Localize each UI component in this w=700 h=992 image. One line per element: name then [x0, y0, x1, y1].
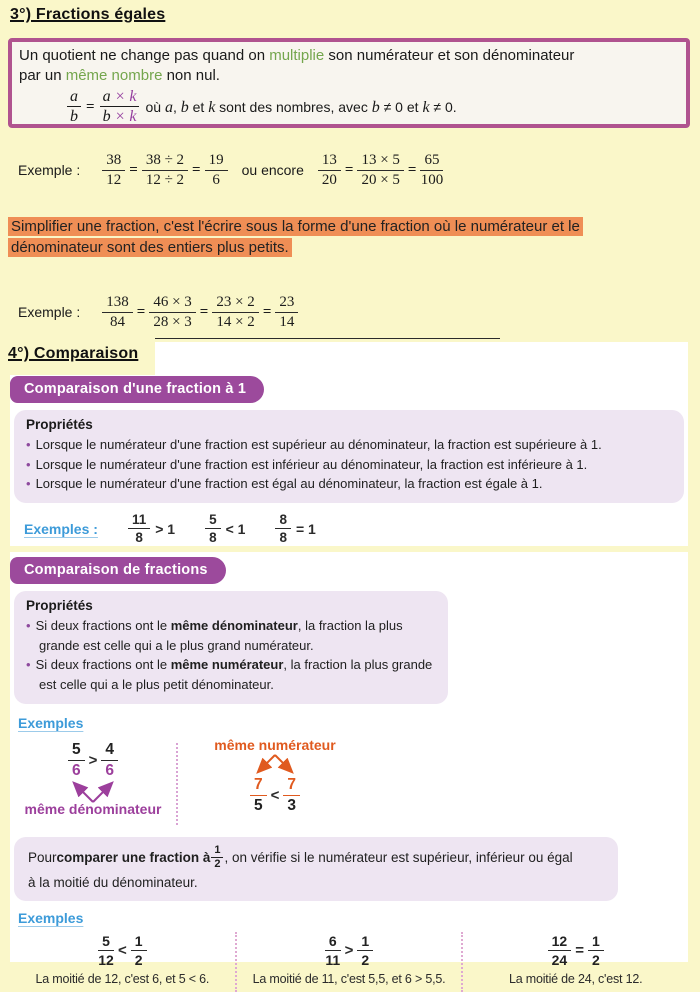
fraction — [128, 513, 150, 545]
comparison-operator: > — [344, 942, 354, 959]
bullet-text: Lorsque le numérateur d'une fraction est supérieur au dénominateur, la fraction est supérieure à 1. — [35, 437, 602, 452]
fraction-numerator: 38 — [102, 153, 125, 171]
fraction-numerator: 138 — [102, 295, 133, 313]
comparison-operator: < — [270, 786, 280, 804]
examples-label: Exemples — [18, 715, 84, 731]
formula-conditions — [145, 97, 456, 118]
fraction — [102, 153, 125, 188]
comparison-operator: > — [88, 751, 98, 769]
fraction-numerator: 5 — [98, 934, 114, 951]
ou-encore-text: ou encore — [241, 162, 304, 178]
fraction — [283, 777, 300, 813]
properties-title: Propriétés — [26, 417, 93, 432]
equals-sign: = — [192, 161, 201, 178]
fraction — [212, 295, 258, 330]
fraction-numerator: 19 — [205, 153, 228, 171]
fraction — [357, 153, 403, 188]
example-fraction-comparison — [128, 513, 175, 545]
variable-b: b — [371, 98, 380, 116]
fraction-numerator — [100, 89, 140, 107]
comparison-operator: = — [575, 942, 584, 959]
fraction — [149, 295, 195, 330]
fraction-denominator — [103, 107, 137, 125]
equals-sign: = — [136, 303, 146, 320]
property-bullet — [26, 474, 672, 494]
example2-row — [18, 288, 298, 336]
highlight-line1 — [8, 216, 698, 237]
fraction-numerator: 4 — [101, 742, 118, 761]
fraction-a-b — [67, 89, 81, 125]
fraction-numerator: 5 — [205, 513, 221, 530]
simplify-highlight — [8, 216, 698, 258]
fraction-numerator: 23 — [275, 295, 298, 313]
comparison-figure — [10, 737, 688, 831]
text: , — [172, 98, 181, 115]
fraction-numerator: 38 ÷ 2 — [142, 153, 188, 171]
fraction-denominator: 3 — [287, 796, 296, 814]
variable-k: k — [208, 98, 216, 116]
bullet-text: Si deux fractions ont le — [35, 618, 171, 633]
fraction-numerator: 13 — [318, 153, 341, 171]
example2-equation — [102, 295, 298, 330]
fraction-numerator: 6 — [325, 934, 341, 951]
half-rule-line1 — [28, 845, 604, 870]
dotted-separator — [176, 743, 178, 825]
examples-label: Exemples — [18, 910, 84, 926]
example1-equation-left — [102, 153, 227, 188]
fraction — [250, 777, 267, 813]
fraction-denominator: 6 — [71, 761, 81, 779]
example-label: Exemple : — [18, 162, 81, 178]
fraction-numerator: 13 × 5 — [357, 153, 403, 171]
half-rule-line2: à la moitié du dénominateur. — [28, 875, 198, 890]
fraction-numerator: 65 — [420, 153, 443, 171]
definition-formula — [67, 89, 679, 125]
definition-text: Un quotient ne change pas quand on — [19, 47, 270, 64]
fraction-denominator: 8 — [135, 530, 143, 545]
fraction — [101, 742, 118, 778]
fraction-denominator: 5 — [253, 796, 263, 814]
equals-sign: = — [199, 303, 209, 320]
fraction — [205, 153, 228, 188]
fraction-denominator: 20 — [321, 171, 337, 188]
panel1-top-strip — [155, 342, 688, 376]
equals-sign: = — [86, 99, 95, 115]
fraction-denominator: 12 — [98, 952, 114, 968]
fraction — [102, 295, 133, 330]
properties-title: Propriétés — [26, 598, 93, 613]
fraction-numerator: a — [67, 89, 81, 107]
bullet-text: Lorsque le numérateur d'une fraction est égal au dénominateur, la fraction est égale à 1. — [35, 476, 543, 491]
half-example-column — [235, 932, 462, 992]
fraction-denominator: 14 — [279, 313, 295, 330]
half-example-column — [10, 932, 235, 992]
definition-text: par un — [19, 67, 66, 84]
highlight-line2 — [8, 237, 698, 258]
example-label: Exemple : — [18, 304, 81, 320]
fraction-denominator: 8 — [279, 530, 287, 545]
fraction-denominator: 2 — [591, 952, 600, 968]
fraction-numerator: 12 — [548, 934, 572, 951]
section4-title: 4°) Comparaison — [8, 345, 139, 362]
half-example-caption: La moitié de 12, c'est 6, et 5 < 6. — [35, 972, 210, 986]
text: ≠ 0. — [429, 98, 457, 115]
bullet-text: Lorsque le numérateur d'une fraction est inférieur au dénominateur, la fraction est inférieure à 1. — [35, 456, 588, 472]
bold-term: comparer une fraction à — [56, 850, 211, 865]
half-example-caption: La moitié de 24, c'est 12. — [508, 972, 643, 986]
bold-term: même numérateur — [170, 657, 284, 672]
same-denominator-example — [10, 741, 176, 817]
half-example-caption: La moitié de 11, c'est 5,5, et 6 > 5,5. — [252, 972, 446, 986]
definition-text: son numérateur et son dénominateur — [324, 47, 575, 64]
fraction-numerator: 1 — [588, 934, 604, 951]
fraction — [275, 295, 298, 330]
definition-line1 — [19, 46, 679, 66]
fraction-numerator: 1 — [357, 934, 373, 951]
fraction — [318, 153, 341, 188]
fraction — [275, 513, 291, 545]
up-arrows-icon — [55, 778, 131, 803]
fraction-one-half — [211, 845, 223, 870]
definition-box — [8, 38, 690, 128]
fraction-denominator: 24 — [551, 952, 568, 968]
text: sont des nombres, avec — [215, 98, 372, 115]
half-examples-columns — [10, 932, 688, 992]
fraction-numerator: 8 — [275, 513, 291, 530]
fraction-denominator: 2 — [214, 858, 221, 870]
properties-box-2 — [14, 591, 448, 704]
panel-comparison-of-fractions — [10, 552, 688, 986]
fraction-numerator: 23 × 2 — [212, 295, 258, 313]
property-bullet — [26, 616, 434, 655]
badge-comparaison-de-fractions: Comparaison de fractions — [10, 557, 226, 584]
same-numerator-example — [182, 737, 368, 813]
text: ≠ 0 et — [379, 98, 423, 115]
same-numerator-label: même numérateur — [214, 737, 336, 753]
down-arrows-icon — [237, 753, 313, 776]
fraction-denominator: 28 × 3 — [153, 313, 192, 330]
times-k-purple: × k — [110, 108, 137, 125]
fraction — [325, 934, 341, 967]
fraction-denominator: 6 — [212, 171, 220, 188]
bullet-dot: • — [26, 456, 31, 472]
fraction — [357, 934, 373, 967]
example-fraction-comparison — [275, 513, 315, 545]
panel-comparison-to-1 — [10, 375, 688, 546]
examples-label: Exemples : — [24, 520, 98, 537]
fraction-denominator: 6 — [105, 761, 114, 779]
example1-equation-right — [318, 153, 444, 188]
highlighted-text: dénominateur sont des entiers plus petits. — [8, 238, 292, 257]
example1-row — [18, 146, 443, 194]
green-word-multiplie: multiplie — [269, 47, 325, 64]
fraction — [98, 934, 114, 967]
fraction-denominator: 20 × 5 — [361, 171, 400, 188]
fraction-numerator: 1 — [131, 934, 147, 951]
text: Pour — [28, 850, 57, 865]
fraction — [205, 513, 221, 545]
fraction-numerator: 1 — [211, 845, 223, 858]
fraction — [142, 153, 188, 188]
fraction-denominator: 14 × 2 — [216, 313, 255, 330]
text: , on vérifie si le numérateur est supérieur, inférieur ou égal — [224, 850, 573, 865]
text: et — [188, 98, 209, 115]
equals-sign: = — [344, 161, 354, 178]
fraction-denominator: 100 — [420, 171, 444, 188]
fraction-comparison — [325, 934, 373, 967]
fraction-denominator: 11 — [325, 952, 341, 968]
equals-sign: = — [407, 161, 417, 178]
variable-k: k — [422, 98, 430, 116]
fraction-denominator: 2 — [361, 952, 370, 968]
bullet-text: , la fraction la plus grande est celle qui a le plus petit dénominateur. — [39, 657, 433, 692]
bullet-dot: • — [26, 657, 31, 672]
half-rule-box — [14, 837, 618, 901]
variable-a: a — [102, 88, 111, 105]
definition-line2 — [19, 66, 679, 86]
fraction-numerator: 46 × 3 — [149, 295, 195, 313]
comparison-operator: < — [117, 942, 127, 959]
fraction-ak-bk — [100, 89, 140, 125]
fraction-numerator: 7 — [250, 777, 267, 796]
comparison-text: > 1 — [155, 520, 176, 537]
fraction — [68, 742, 85, 778]
fraction-comparison — [548, 934, 604, 967]
bold-term: même dénominateur — [170, 618, 298, 633]
fraction — [420, 153, 443, 188]
fraction — [548, 934, 572, 967]
text: où — [145, 98, 165, 115]
bullet-dot: • — [26, 437, 31, 452]
variable-b: b — [180, 98, 189, 116]
bullet-dot: • — [26, 476, 31, 491]
fraction-denominator: 12 — [106, 171, 122, 188]
horizontal-rule — [155, 338, 500, 339]
fraction-denominator: 12 ÷ 2 — [145, 171, 185, 188]
half-example-column — [461, 932, 688, 992]
badge-comparaison-fraction-a-1: Comparaison d'une fraction à 1 — [10, 376, 264, 403]
property-bullet — [26, 455, 672, 475]
variable-a: a — [164, 98, 173, 116]
property-bullet — [26, 435, 672, 455]
properties-box-1 — [14, 410, 684, 503]
bullet-text: Si deux fractions ont le — [35, 657, 171, 672]
comparison-text: < 1 — [225, 520, 246, 537]
fraction — [588, 934, 604, 967]
fraction — [131, 934, 147, 967]
fraction-numerator: 7 — [283, 777, 300, 796]
fraction-denominator: 2 — [134, 952, 143, 968]
fraction-comparison — [68, 742, 118, 778]
example-fraction-comparison — [205, 513, 245, 545]
section3-title: 3°) Fractions égales — [10, 6, 166, 23]
highlighted-text: Simplifier une fraction, c'est l'écrire sous la forme d'une fraction où le numérateur et le — [8, 217, 583, 236]
green-word-meme-nombre: même nombre — [65, 67, 163, 84]
panel1-examples-row — [24, 513, 688, 545]
same-denominator-label: même dénominateur — [24, 801, 162, 817]
times-k-purple: × k — [110, 88, 137, 105]
fraction-numerator: 11 — [128, 513, 150, 530]
definition-text: non nul. — [162, 67, 220, 84]
variable-b: b — [102, 108, 111, 125]
bullet-text: , la fraction la plus grande est celle qui a le plus grand numérateur. — [39, 618, 403, 653]
fraction-comparison — [98, 934, 146, 967]
fraction-denominator: b — [70, 108, 78, 125]
fraction-denominator: 84 — [110, 313, 125, 330]
equals-sign: = — [262, 303, 272, 320]
property-bullet — [26, 655, 434, 694]
fraction-denominator: 8 — [209, 530, 217, 545]
fraction-numerator: 5 — [68, 742, 85, 761]
fraction-comparison — [250, 777, 300, 813]
comparison-text: = 1 — [295, 520, 316, 537]
equals-sign: = — [129, 161, 138, 178]
bullet-dot: • — [26, 618, 31, 633]
